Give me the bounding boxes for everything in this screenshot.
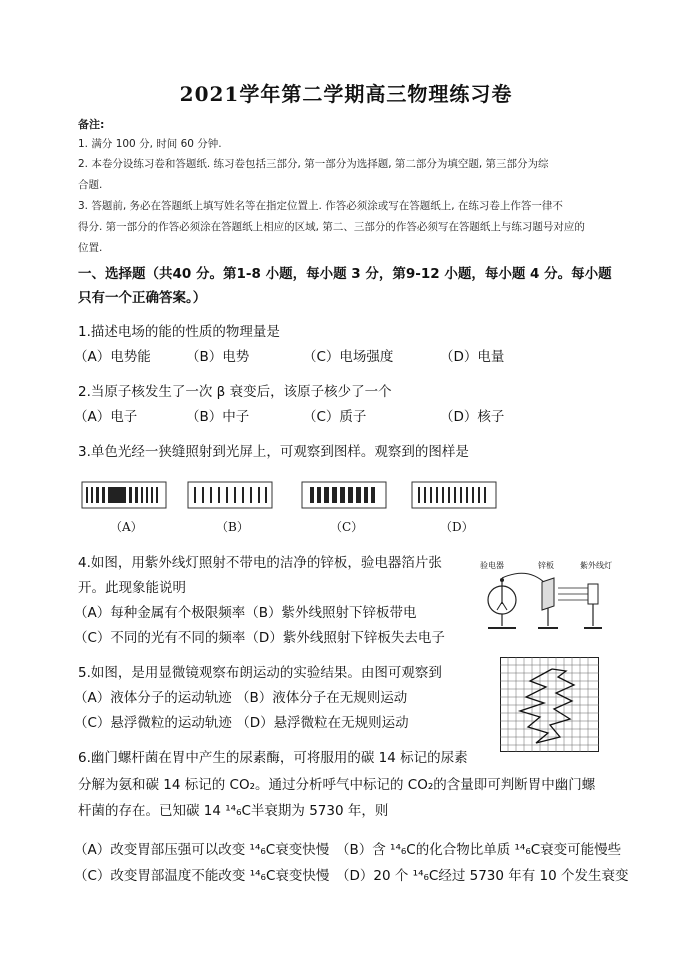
- notes-line-3c: 位置.: [78, 242, 103, 254]
- page-title: 2021学年第二学期高三物理练习卷: [179, 82, 513, 106]
- q1-option-a: （A）电势能: [74, 349, 151, 365]
- zinc-plate-label: 锌板: [538, 561, 554, 570]
- uv-lamp-label: 紫外线灯: [580, 561, 612, 570]
- q2-option-b: （B）中子: [186, 409, 250, 425]
- q4-stem-line-1: 4.如图，用紫外线灯照射不带电的洁净的锌板，验电器箔片张: [78, 555, 442, 571]
- q4-options-cd: （C）不同的光有不同的频率（D）紫外线照射下锌板失去电子: [74, 630, 445, 646]
- notes-line-3b: 得分. 第一部分的作答必须涂在答题纸上相应的区域, 第二、三部分的作答必须写在答题纸上与练习题号对应的: [78, 221, 585, 233]
- q2-option-d: （D）核子: [440, 409, 505, 425]
- q4-options-ab: （A）每种金属有个极限频率（B）紫外线照射下锌板带电: [74, 605, 417, 621]
- q6-option-b: （B）含 ¹⁴₆C的化合物比单质 ¹⁴₆C衰变可能慢些: [336, 842, 622, 858]
- pattern-c: [302, 482, 386, 508]
- electroscope-label: 验电器: [480, 561, 504, 570]
- q2-option-c: （C）质子: [303, 409, 367, 425]
- q5-options-cd: （C）悬浮微粒的运动轨迹 （D）悬浮微粒在无规则运动: [74, 715, 409, 731]
- notes-heading: 备注:: [78, 118, 105, 131]
- notes-line-3a: 3. 答题前, 务必在答题纸上填写姓名等在指定位置上. 作答必须涂或写在答题纸上, 在练习卷上作答一律不: [78, 200, 563, 212]
- q3-stem: 3.单色光经一狭缝照射到光屏上，可观察到图样。观察到的图样是: [78, 444, 469, 460]
- q6-option-c: （C）改变胃部温度不能改变 ¹⁴₆C衰变快慢: [74, 868, 330, 884]
- q6-line-3: 杆菌的存在。已知碳 14 ¹⁴₆C半衰期为 5730 年，则: [78, 803, 389, 819]
- pattern-label-a: （A）: [110, 520, 143, 534]
- q5-stem: 5.如图，是用显微镜观察布朗运动的实验结果。由图可观察到: [78, 665, 442, 681]
- q1-option-b: （B）电势: [186, 349, 250, 365]
- pattern-a: [82, 482, 166, 508]
- pattern-b: [188, 482, 272, 508]
- q6-option-a: （A）改变胃部压强可以改变 ¹⁴₆C衰变快慢: [74, 842, 330, 858]
- q4-stem-line-2: 开。此现象能说明: [78, 580, 186, 596]
- pattern-label-b: （B）: [216, 520, 249, 534]
- notes-line-1: 1. 满分 100 分, 时间 60 分钟.: [78, 138, 222, 150]
- diffraction-patterns: [78, 478, 598, 512]
- pattern-label-c: （C）: [330, 520, 364, 534]
- section-heading-line-2: 只有一个正确答案。）: [78, 290, 207, 306]
- q6-line-2: 分解为氨和碳 14 标记的 CO₂。通过分析呼气中标记的 CO₂的含量即可判断胃中幽门螺: [78, 777, 596, 793]
- notes-line-2a: 2. 本卷分设练习卷和答题纸. 练习卷包括三部分, 第一部分为选择题, 第二部分为填空题, 第三部分为综: [78, 158, 549, 170]
- q6-line-1: 6.幽门螺杆菌在胃中产生的尿素酶，可将服用的碳 14 标记的尿素: [78, 750, 468, 766]
- brownian-motion-figure: [500, 657, 600, 753]
- q6-option-d: （D）20 个 ¹⁴₆C经过 5730 年有 10 个发生衰变: [336, 868, 629, 884]
- pattern-d: [412, 482, 496, 508]
- q1-option-c: （C）电场强度: [303, 349, 394, 365]
- pattern-label-d: （D）: [440, 520, 474, 534]
- q1-stem: 1.描述电场的能的性质的物理量是: [78, 324, 280, 340]
- q5-options-ab: （A）液体分子的运动轨迹 （B）液体分子在无规则运动: [74, 690, 408, 706]
- q2-option-a: （A）电子: [74, 409, 138, 425]
- electroscope-figure: [478, 570, 618, 636]
- q2-stem: 2.当原子核发生了一次 β 衰变后，该原子核少了一个: [78, 384, 392, 400]
- q1-option-d: （D）电量: [440, 349, 505, 365]
- section-heading-line-1: 一、选择题（共40 分。第1-8 小题，每小题 3 分，第9-12 小题，每小题 4 分。每小题: [78, 266, 612, 282]
- notes-line-2b: 合题.: [78, 179, 103, 191]
